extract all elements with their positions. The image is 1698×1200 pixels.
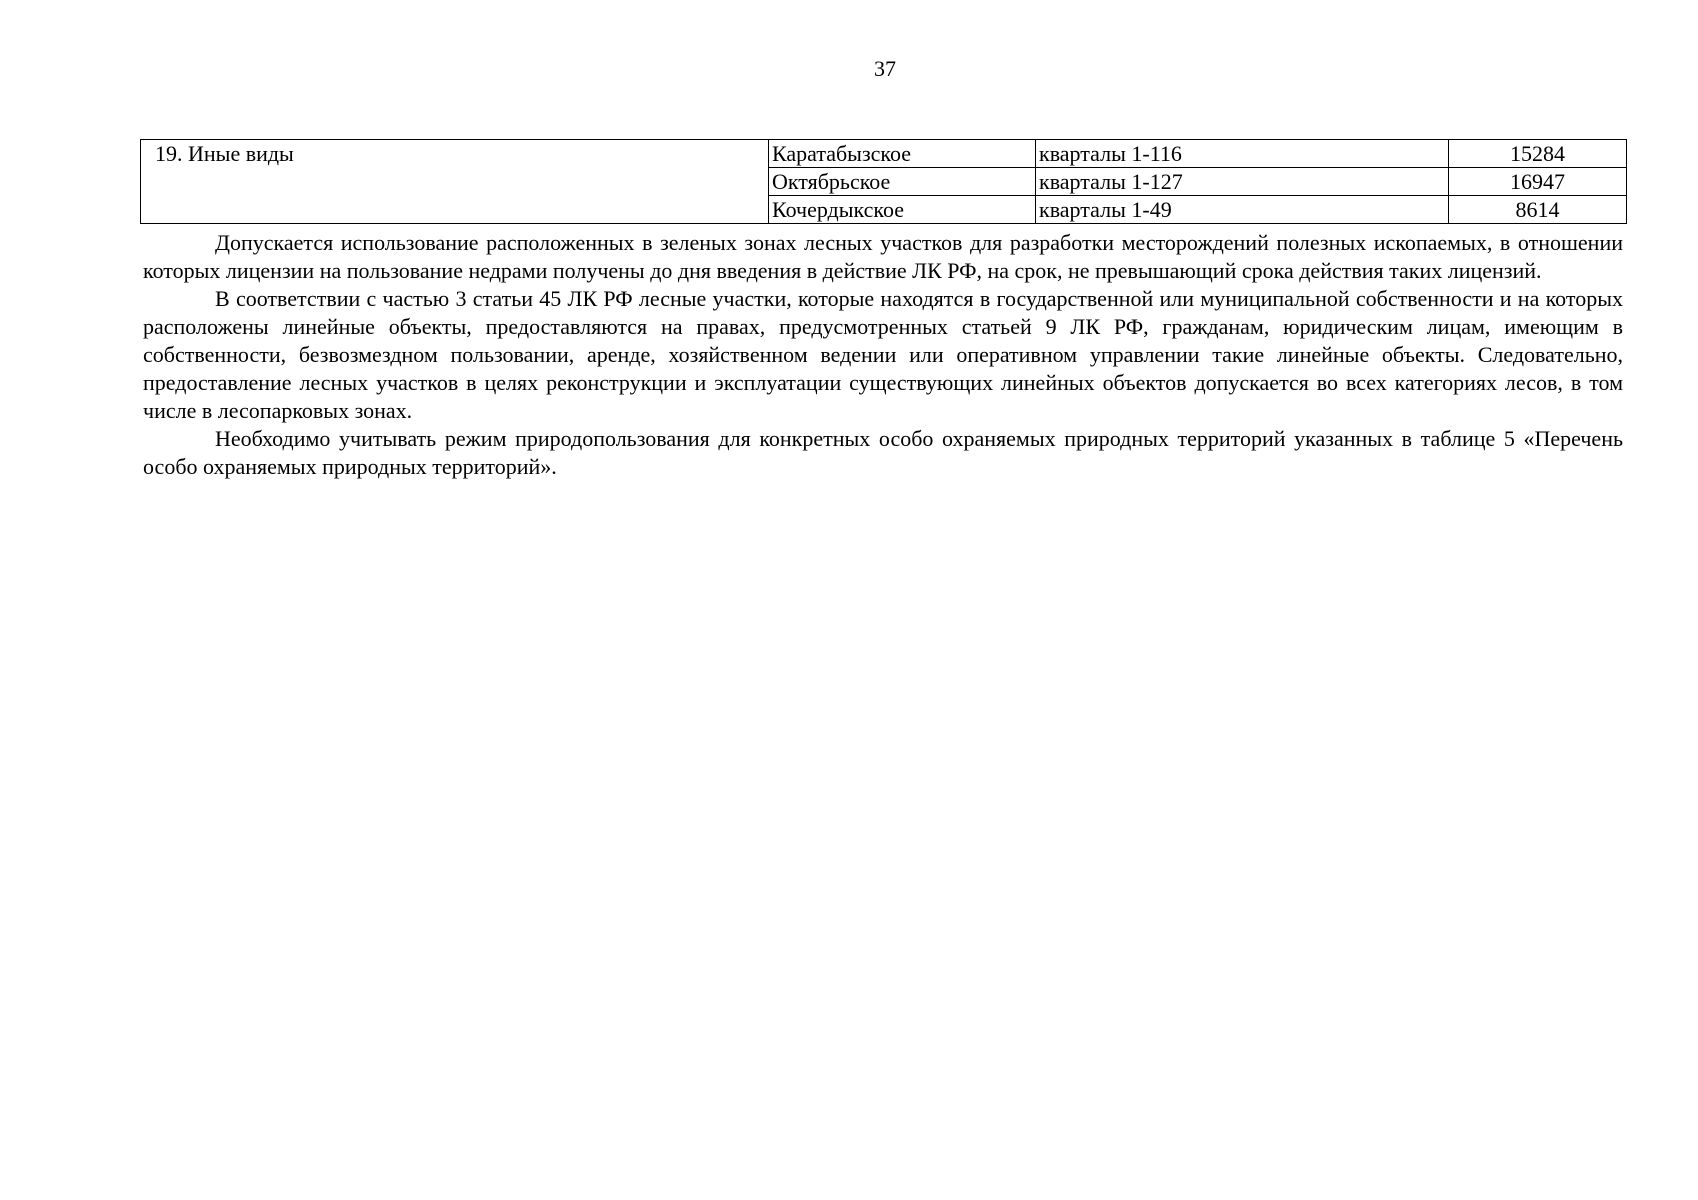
body-text (143, 229, 1623, 481)
quarters-cell: кварталы 1-49 (1036, 196, 1449, 224)
quarters-cell: кварталы 1-127 (1036, 168, 1449, 196)
forestry-cell: Каратабызское (769, 140, 1036, 168)
table-row (141, 140, 1627, 168)
area-cell: 8614 (1449, 196, 1627, 224)
paragraph-mineral-deposits: Допускается использование расположенных в зеленых зонах лесных участков для разработки месторождений полезных ископаемых, в отношении которых лицензии на пользование недрами получены до дня введения в действие ЛК РФ, на срок, не превышающий срока действия таких лицензий. (143, 230, 1623, 283)
area-cell: 15284 (1449, 140, 1627, 168)
forestry-cell: Октябрьское (769, 168, 1036, 196)
quarters-cell: кварталы 1-116 (1036, 140, 1449, 168)
page-number: 37 (874, 56, 896, 81)
paragraph-linear-objects: В соответствии с частью 3 статьи 45 ЛК РФ лесные участки, которые находятся в государственной или муниципальной собственности и на которых расположены линейные объекты, предоставляются на правах, предусмотренных статьей 9 ЛК РФ, гражданам, юридическим лицам, имеющим в собственности, безвозмездном пользовании, аренде, хозяйственном ведении или оперативном управлении такие линейные объекты. Следовательно, предоставление лесных участков в целях реконструкции и эксплуатации существующих линейных объектов допускается во всех категориях лесов, в том числе в лесопарковых зонах. (143, 286, 1623, 423)
forest-use-table (140, 139, 1627, 224)
forestry-cell: Кочердыкское (769, 196, 1036, 224)
use-type-cell: 19. Иные виды (141, 140, 769, 224)
paragraph-protected-areas: Необходимо учитывать режим природопользования для конкретных особо охраняемых природных территорий указанных в таблице 5 «Перечень особо охраняемых природных территорий». (143, 426, 1623, 479)
area-cell: 16947 (1449, 168, 1627, 196)
